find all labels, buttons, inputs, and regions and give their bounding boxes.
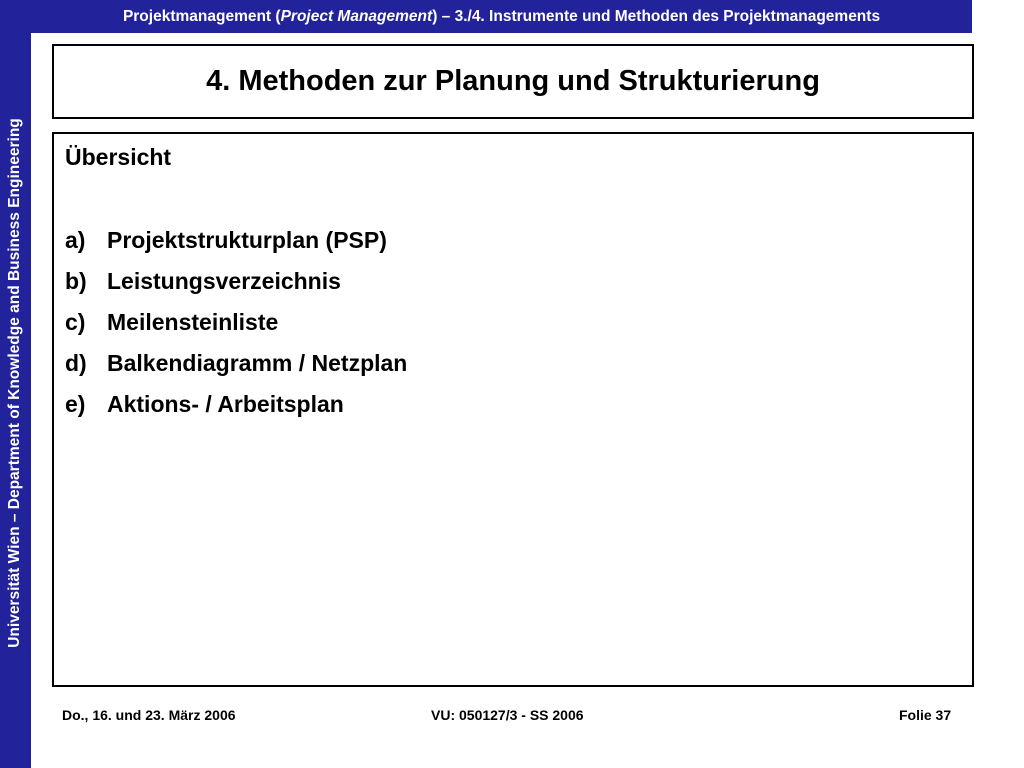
list-item-label: Aktions- / Arbeitsplan bbox=[107, 391, 344, 417]
sidebar bbox=[0, 0, 31, 768]
header-prefix: Projektmanagement ( bbox=[122, 7, 281, 25]
footer-course: VU: 050127/3 - SS 2006 bbox=[431, 707, 584, 723]
list-item bbox=[65, 348, 407, 389]
list-item-marker: d) bbox=[65, 350, 87, 376]
list-item-label: Meilensteinliste bbox=[107, 309, 279, 335]
list-item-marker: e) bbox=[65, 391, 86, 417]
footer-slide-number: Folie 37 bbox=[899, 707, 952, 723]
list-item-label: Projektstrukturplan (PSP) bbox=[107, 227, 387, 253]
slide-title-box bbox=[52, 44, 974, 119]
section-heading: Übersicht bbox=[65, 144, 172, 170]
header-italic: Project Management bbox=[280, 7, 433, 25]
footer-date: Do., 16. und 23. März 2006 bbox=[62, 707, 236, 723]
list-item-marker: c) bbox=[65, 309, 86, 335]
list-item bbox=[65, 389, 407, 430]
list-item bbox=[65, 307, 407, 348]
list-item bbox=[65, 266, 407, 307]
list-item-label: Balkendiagramm / Netzplan bbox=[107, 350, 408, 376]
list-item-marker: b) bbox=[65, 268, 87, 294]
sidebar-institution-text: Universität Wien – Department of Knowledge and Business Engineering bbox=[6, 118, 23, 648]
header-bar bbox=[31, 0, 972, 33]
header-suffix: ) – 3./4. Instrumente und Methoden des Projektmanagements bbox=[432, 7, 881, 25]
content-box bbox=[52, 132, 974, 687]
list-item-label: Leistungsverzeichnis bbox=[107, 268, 341, 294]
list-item bbox=[65, 225, 407, 266]
list-item-marker: a) bbox=[65, 227, 86, 253]
slide-title: 4. Methoden zur Planung und Strukturierung bbox=[206, 65, 820, 97]
outline-list bbox=[65, 225, 407, 430]
